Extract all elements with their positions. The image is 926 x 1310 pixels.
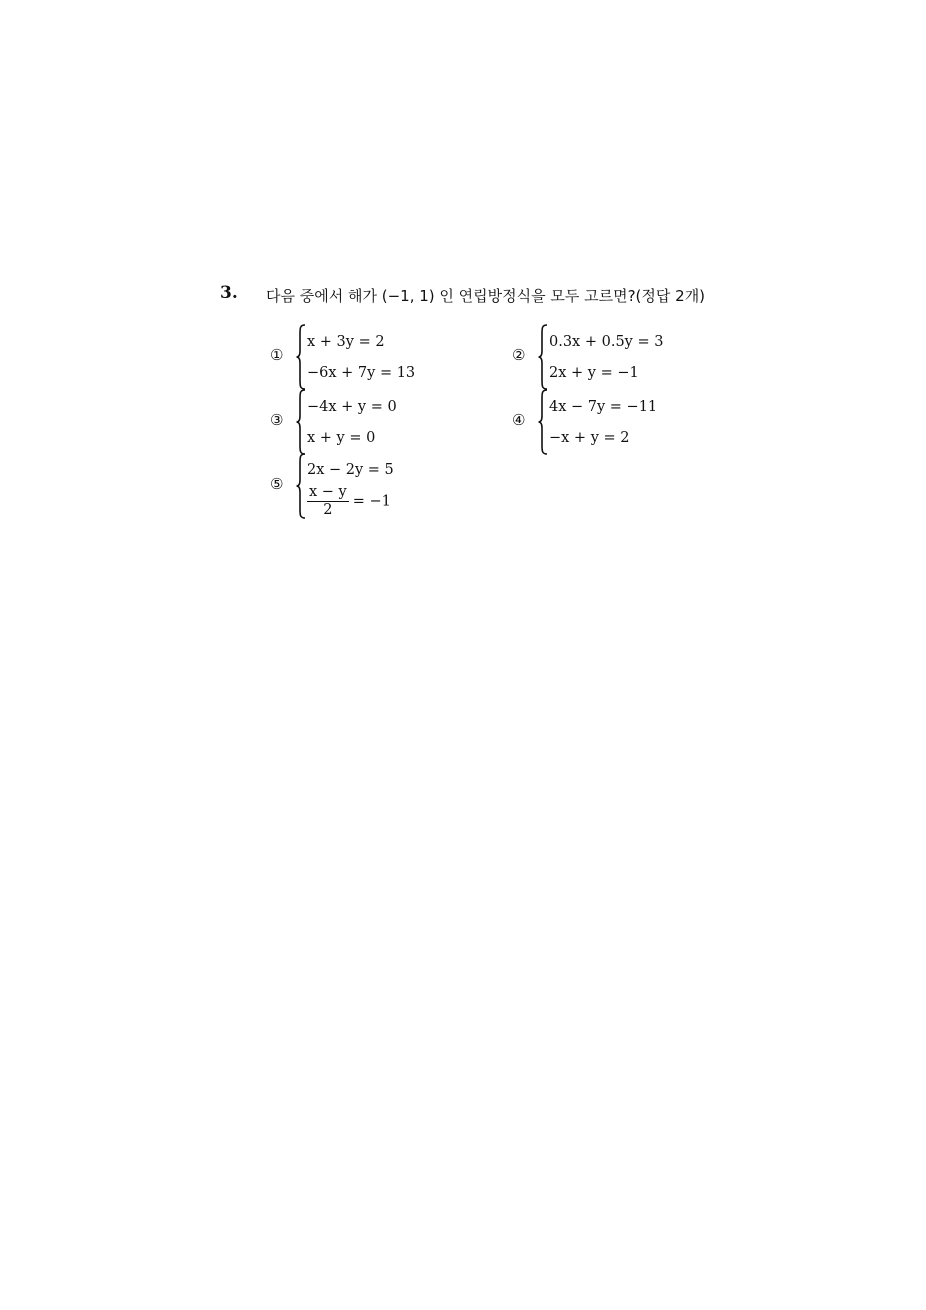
equation-2: −6x + 7y = 13 bbox=[307, 365, 416, 381]
left-brace-icon bbox=[538, 389, 548, 455]
left-brace-icon bbox=[296, 453, 306, 519]
equation-2 bbox=[307, 484, 391, 519]
equation-1: 0.3x + 0.5y = 3 bbox=[549, 334, 664, 350]
option-marker: ② bbox=[512, 346, 526, 364]
fraction-numerator: x − y bbox=[309, 484, 347, 500]
equation-1: −4x + y = 0 bbox=[307, 399, 397, 415]
left-brace-icon bbox=[296, 389, 306, 455]
equation-1: x + 3y = 2 bbox=[307, 334, 385, 350]
equation-2: 2x + y = −1 bbox=[549, 365, 639, 381]
question-number: 3. bbox=[220, 283, 238, 303]
equation-2: −x + y = 2 bbox=[549, 430, 630, 446]
equation-2: x + y = 0 bbox=[307, 430, 376, 446]
left-brace-icon bbox=[296, 324, 306, 390]
option-marker: ④ bbox=[512, 411, 526, 429]
left-brace-icon bbox=[538, 324, 548, 390]
option-marker: ⑤ bbox=[270, 475, 284, 493]
equation-1: 2x − 2y = 5 bbox=[307, 462, 394, 478]
option-marker: ③ bbox=[270, 411, 284, 429]
fraction-rhs: = −1 bbox=[352, 493, 391, 510]
option-marker: ① bbox=[270, 346, 284, 364]
question-text: 다음 중에서 해가 (−1, 1) 인 연립방정식을 모두 고르면?(정답 2개) bbox=[266, 287, 706, 305]
fraction bbox=[307, 484, 349, 519]
equation-1: 4x − 7y = −11 bbox=[549, 399, 658, 415]
fraction-denominator: 2 bbox=[323, 502, 333, 518]
